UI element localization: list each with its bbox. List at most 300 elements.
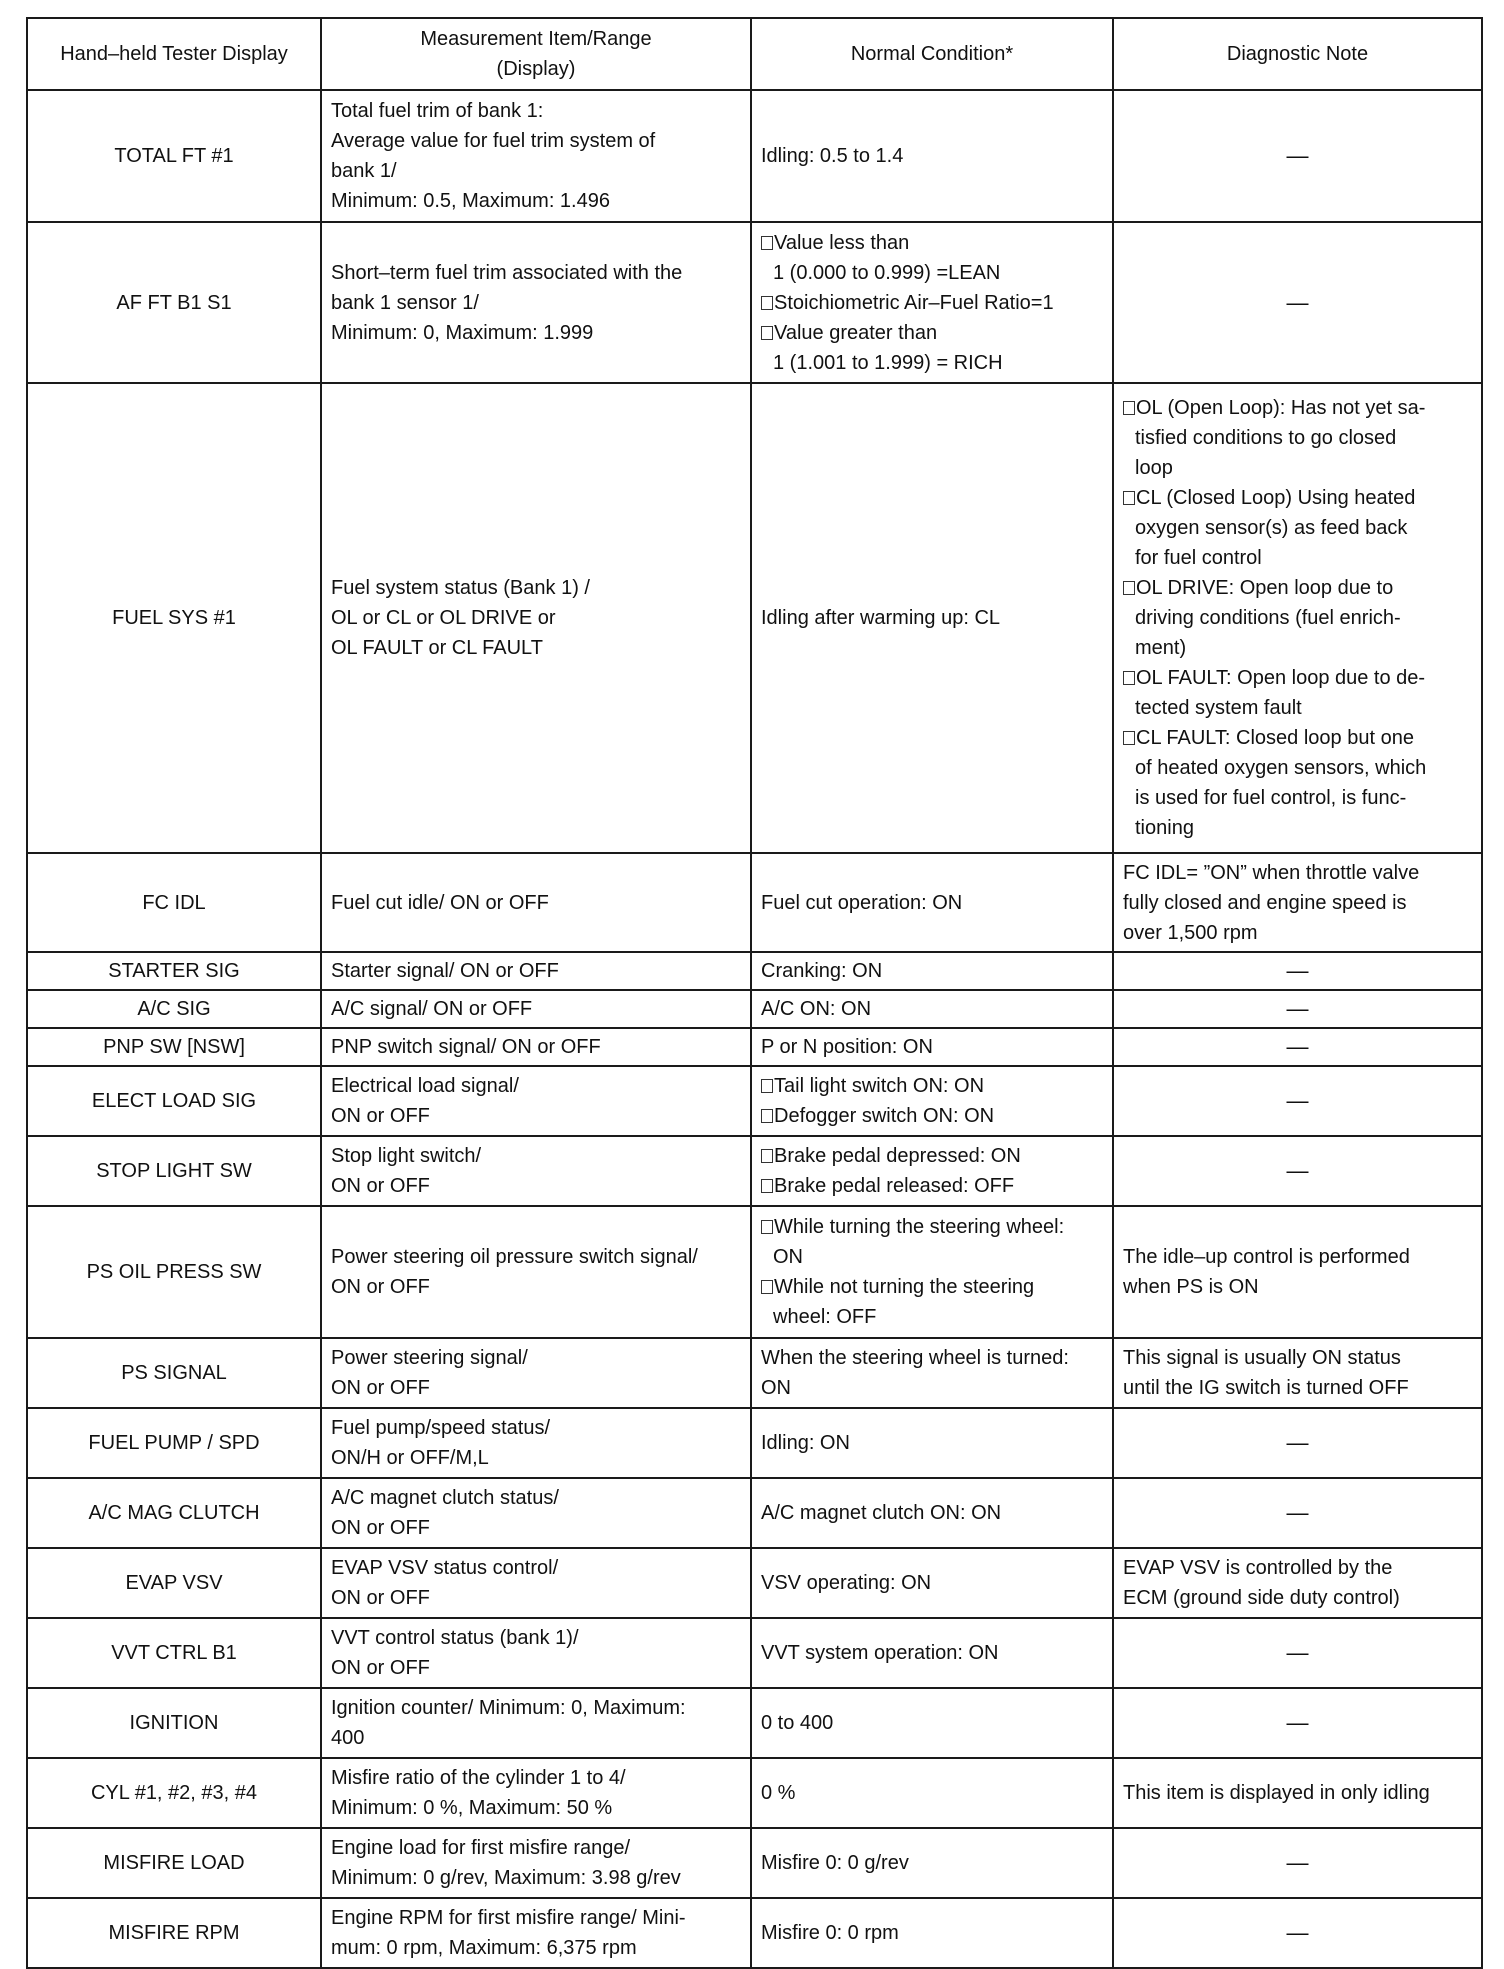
tester-display-cell: FUEL PUMP / SPD [27,1408,321,1478]
tester-display-cell: STOP LIGHT SW [27,1136,321,1206]
bullet-box-icon [761,1149,773,1163]
cell-text: Value greater than [774,321,938,344]
diagnostic-note-cell: — [1113,1136,1482,1206]
cell-text: ON or OFF [331,1377,430,1399]
table-row [27,1688,1482,1758]
normal-condition-cell [751,952,1113,990]
normal-condition-cell [751,1206,1113,1338]
cell-line [1123,633,1472,663]
table-row [27,1408,1482,1478]
cell-text: ON or OFF [331,1517,430,1539]
tester-display-cell: FC IDL [27,853,321,952]
cell-text: A/C signal/ ON or OFF [331,998,533,1020]
cell-text: Brake pedal released: OFF [774,1175,1015,1197]
cell-text: Misfire 0: 0 g/rev [761,1852,909,1874]
cell-text: loop [1135,457,1173,479]
cell-text: A/C magnet clutch ON: ON [761,1502,1002,1524]
diagnostic-note-cell: — [1113,990,1482,1028]
diagnostic-note-cell: — [1113,1898,1482,1968]
bullet-box-icon [761,1179,773,1193]
cell-text: VVT control status (bank 1)/ [331,1627,579,1649]
cell-text: Ignition counter/ Minimum: 0, Maximum: [331,1697,686,1719]
cell-text: P or N position: ON [761,1036,933,1058]
cell-text: This signal is usually ON status [1123,1347,1401,1369]
table-row [27,1548,1482,1618]
cell-text: mum: 0 rpm, Maximum: 6,375 rpm [331,1937,637,1959]
tester-display-cell: MISFIRE LOAD [27,1828,321,1898]
cell-line [331,258,741,288]
cell-line [761,1101,1103,1131]
cell-line [761,994,1103,1024]
cell-line [331,1242,741,1272]
cell-text: when PS is ON [1123,1276,1259,1298]
cell-line [331,1623,741,1653]
cell-line [761,956,1103,986]
header-row [27,18,1482,90]
table-row [27,1898,1482,1968]
measurement-cell [321,1136,751,1206]
cell-text: ON or OFF [331,1276,430,1298]
cell-line [331,1513,741,1543]
cell-line [1123,483,1472,513]
cell-line [1123,783,1472,813]
cell-text: until the IG switch is turned OFF [1123,1377,1409,1399]
cell-line [331,288,741,318]
cell-text: Tail light switch ON: ON [774,1075,985,1097]
cell-line [331,1101,741,1131]
cell-text: Value less than [774,231,910,254]
cell-text: Minimum: 0, Maximum: 1.999 [331,321,594,344]
table-row [27,990,1482,1028]
diagnostic-note-cell [1113,853,1482,952]
cell-text: over 1,500 rpm [1123,921,1258,944]
cell-line [331,1171,741,1201]
cell-text: Engine RPM for first misfire range/ Mini- [331,1907,686,1929]
bullet-box-icon [761,1109,773,1123]
cell-text: Misfire ratio of the cylinder 1 to 4/ [331,1767,626,1789]
cell-line [331,1723,741,1753]
cell-text: CL (Closed Loop) Using heated [1136,487,1416,509]
cell-text: Engine load for first misfire range/ [331,1837,631,1859]
header-measurement-line1: Measurement Item/Range [420,28,652,50]
measurement-cell [321,952,751,990]
cell-line [1123,753,1472,783]
normal-condition-cell [751,1136,1113,1206]
cell-text: oxygen sensor(s) as feed back [1135,517,1408,539]
cell-line [761,1778,1103,1808]
cell-line [331,318,741,348]
cell-line [1123,603,1472,633]
cell-text: When the steering wheel is turned: [761,1347,1069,1369]
cell-text: OL or CL or OL DRIVE or [331,607,556,629]
diagnostic-note-cell: — [1113,1828,1482,1898]
cell-text: This item is displayed in only idling [1123,1782,1430,1804]
cell-text: Fuel pump/speed status/ [331,1417,551,1439]
measurement-cell [321,90,751,222]
diagnostic-note-cell: — [1113,1688,1482,1758]
cell-line [1123,543,1472,573]
normal-condition-cell [751,1408,1113,1478]
cell-text: OL DRIVE: Open loop due to [1136,577,1394,599]
diagnostic-note-cell: — [1113,1408,1482,1478]
diagnostic-note-cell: — [1113,1478,1482,1548]
cell-text: Fuel cut idle/ ON or OFF [331,891,549,914]
tester-display-cell: STARTER SIG [27,952,321,990]
cell-text: Minimum: 0 %, Maximum: 50 % [331,1797,613,1819]
cell-line [761,1171,1103,1201]
cell-line [1123,453,1472,483]
bullet-box-icon [761,1220,773,1234]
cell-line [1123,1778,1472,1808]
cell-line [761,1848,1103,1878]
cell-line [1123,663,1472,693]
table-row [27,1478,1482,1548]
cell-line [1123,573,1472,603]
cell-line [1123,513,1472,543]
cell-line [331,1833,741,1863]
cell-text: ON or OFF [331,1175,430,1197]
cell-line [331,1583,741,1613]
cell-text: OL FAULT: Open loop due to de- [1136,667,1426,689]
diagnostic-note-cell: — [1113,952,1482,990]
cell-line [331,1272,741,1302]
normal-condition-cell [751,853,1113,952]
diagnostic-note-cell: — [1113,1066,1482,1136]
normal-condition-cell [751,1028,1113,1066]
document-page [26,17,1483,1969]
diagnostic-note-cell [1113,1206,1482,1338]
cell-text: FC IDL= ”ON” when throttle valve [1123,861,1420,884]
cell-line [761,1212,1103,1242]
cell-line [761,1428,1103,1458]
cell-line [761,228,1103,258]
cell-text: 1 (1.001 to 1.999) = RICH [773,351,1003,374]
cell-line [761,1638,1103,1668]
tester-display-cell: PS SIGNAL [27,1338,321,1408]
cell-text: Starter signal/ ON or OFF [331,960,559,982]
tester-display-cell: MISFIRE RPM [27,1898,321,1968]
bullet-box-icon [1123,581,1135,595]
normal-condition-cell [751,222,1113,383]
cell-text: Average value for fuel trim system of [331,130,656,152]
normal-condition-cell [751,990,1113,1028]
cell-text: Fuel system status (Bank 1) / [331,577,590,599]
cell-text: PNP switch signal/ ON or OFF [331,1036,601,1058]
measurement-cell [321,990,751,1028]
measurement-cell [321,1206,751,1338]
normal-condition-cell [751,1338,1113,1408]
cell-line [761,1708,1103,1738]
cell-line [331,1653,741,1683]
cell-text: While turning the steering wheel: [774,1216,1065,1238]
cell-text: fully closed and engine speed is [1123,891,1407,914]
cell-text: tisfied conditions to go closed [1135,427,1397,449]
cell-text: VVT system operation: ON [761,1642,999,1664]
cell-text: Power steering oil pressure switch signal/ [331,1246,698,1268]
tester-display-cell: AF FT B1 S1 [27,222,321,383]
cell-text: VSV operating: ON [761,1572,932,1594]
table-row [27,383,1482,853]
tester-display-cell: FUEL SYS #1 [27,383,321,853]
cell-line [331,1141,741,1171]
cell-line [1123,918,1472,948]
cell-line [761,1373,1103,1403]
table-row [27,222,1482,383]
cell-line [1123,1553,1472,1583]
tester-display-cell: VVT CTRL B1 [27,1618,321,1688]
cell-text: Idling: 0.5 to 1.4 [761,145,904,167]
bullet-box-icon [1123,671,1135,685]
cell-line [1123,1583,1472,1613]
cell-line [1123,693,1472,723]
cell-text: of heated oxygen sensors, which [1135,757,1427,779]
cell-text: While not turning the steering [774,1276,1035,1298]
cell-line [331,1343,741,1373]
cell-line [761,888,1103,918]
cell-text: ment) [1135,637,1187,659]
measurement-cell [321,1338,751,1408]
measurement-cell [321,1548,751,1618]
diagnostic-note-cell: — [1113,1028,1482,1066]
cell-line [331,956,741,986]
measurement-cell [321,1618,751,1688]
diagnostic-note-cell [1113,383,1482,853]
cell-line [331,1553,741,1583]
cell-line [1123,1242,1472,1272]
measurement-cell [321,1688,751,1758]
cell-text: EVAP VSV status control/ [331,1557,559,1579]
cell-line [331,994,741,1024]
cell-text: Defogger switch ON: ON [774,1105,995,1127]
cell-text: Minimum: 0.5, Maximum: 1.496 [331,190,610,212]
cell-text: OL (Open Loop): Has not yet sa- [1136,397,1426,419]
cell-line [1123,1373,1472,1403]
cell-text: ECM (ground side duty control) [1123,1587,1400,1609]
cell-line [331,96,741,126]
normal-condition-cell [751,1066,1113,1136]
tester-display-cell: PS OIL PRESS SW [27,1206,321,1338]
cell-line [1123,888,1472,918]
cell-line [761,1498,1103,1528]
normal-condition-cell [751,1478,1113,1548]
header-measurement-line2: (Display) [496,58,576,80]
header-normal-condition: Normal Condition* [751,18,1113,90]
cell-text: bank 1/ [331,160,397,182]
normal-condition-cell [751,1828,1113,1898]
cell-text: tected system fault [1135,697,1302,719]
cell-text: driving conditions (fuel enrich- [1135,607,1401,629]
cell-text: Short–term fuel trim associated with the [331,261,683,284]
normal-condition-cell [751,1548,1113,1618]
cell-line [331,633,741,663]
table-row [27,1758,1482,1828]
cell-text: EVAP VSV is controlled by the [1123,1557,1393,1579]
cell-line [331,126,741,156]
cell-text: Idling: ON [761,1432,850,1454]
cell-text: is used for fuel control, is func- [1135,787,1407,809]
cell-text: A/C magnet clutch status/ [331,1487,559,1509]
cell-text: CL FAULT: Closed loop but one [1136,727,1414,749]
bullet-box-icon [761,236,773,250]
cell-line [761,348,1103,378]
tester-display-cell: CYL #1, #2, #3, #4 [27,1758,321,1828]
cell-line [1123,393,1472,423]
cell-line [1123,1272,1472,1302]
cell-line [331,1903,741,1933]
cell-line [1123,723,1472,753]
cell-text: ON or OFF [331,1657,430,1679]
bullet-box-icon [1123,731,1135,745]
cell-text: Stop light switch/ [331,1145,482,1167]
cell-line [761,141,1103,171]
normal-condition-cell [751,1688,1113,1758]
tester-display-cell: IGNITION [27,1688,321,1758]
cell-line [331,1443,741,1473]
cell-text: Misfire 0: 0 rpm [761,1922,899,1944]
cell-line [331,1863,741,1893]
cell-line [331,573,741,603]
measurement-cell [321,1408,751,1478]
tester-display-cell: A/C MAG CLUTCH [27,1478,321,1548]
header-measurement [321,18,751,90]
measurement-cell [321,1898,751,1968]
cell-text: bank 1 sensor 1/ [331,291,479,314]
cell-line [331,1413,741,1443]
diagnostic-note-cell [1113,1548,1482,1618]
cell-line [331,888,741,918]
cell-text: tioning [1135,817,1194,839]
bullet-box-icon [1123,401,1135,415]
cell-line [761,1343,1103,1373]
cell-text: 0 to 400 [761,1712,834,1734]
cell-text: wheel: OFF [773,1306,877,1328]
cell-line [761,1242,1103,1272]
cell-text: ON or OFF [331,1587,430,1609]
tester-display-cell: PNP SW [NSW] [27,1028,321,1066]
cell-text: ON or OFF [331,1105,430,1127]
cell-text: A/C ON: ON [761,998,872,1020]
measurement-cell [321,1028,751,1066]
cell-line [331,156,741,186]
normal-condition-cell [751,383,1113,853]
cell-line [761,288,1103,318]
normal-condition-cell [751,1898,1113,1968]
cell-line [331,603,741,633]
table-row [27,952,1482,990]
tester-display-cell: TOTAL FT #1 [27,90,321,222]
cell-text: 1 (0.000 to 0.999) =LEAN [773,261,1001,284]
cell-line [331,1032,741,1062]
cell-line [331,186,741,216]
tester-display-cell: A/C SIG [27,990,321,1028]
table-row [27,1206,1482,1338]
cell-line [331,1483,741,1513]
measurement-cell [321,383,751,853]
table-row [27,90,1482,222]
measurement-cell [321,1066,751,1136]
bullet-box-icon [761,326,773,340]
bullet-box-icon [761,1280,773,1294]
diagnostic-note-cell: — [1113,1618,1482,1688]
tester-display-cell: EVAP VSV [27,1548,321,1618]
cell-text: 400 [331,1727,365,1749]
cell-text: 0 % [761,1782,796,1804]
cell-line [761,258,1103,288]
cell-text: Total fuel trim of bank 1: [331,100,544,122]
cell-line [761,1141,1103,1171]
bullet-box-icon [761,296,773,310]
table-row [27,1136,1482,1206]
diagnostic-note-cell: — [1113,222,1482,383]
tester-display-cell: ELECT LOAD SIG [27,1066,321,1136]
cell-line [1123,1343,1472,1373]
measurement-cell [321,222,751,383]
cell-line [1123,858,1472,888]
cell-line [761,1272,1103,1302]
normal-condition-cell [751,1758,1113,1828]
cell-line [331,1793,741,1823]
cell-line [331,1373,741,1403]
cell-text: ON [773,1246,803,1268]
cell-text: The idle–up control is performed [1123,1246,1410,1268]
cell-text: Brake pedal depressed: ON [774,1145,1021,1167]
normal-condition-cell [751,90,1113,222]
diagnostic-note-cell [1113,1338,1482,1408]
cell-line [1123,423,1472,453]
cell-text: Power steering signal/ [331,1347,528,1369]
table-row [27,1618,1482,1688]
cell-line [761,1032,1103,1062]
table-row [27,1338,1482,1408]
cell-line [1123,813,1472,843]
cell-line [331,1693,741,1723]
cell-text: Electrical load signal/ [331,1075,519,1097]
table-row [27,1028,1482,1066]
table-row [27,1828,1482,1898]
cell-text: ON [761,1377,791,1399]
cell-line [331,1763,741,1793]
bullet-box-icon [761,1079,773,1093]
measurement-cell [321,853,751,952]
cell-text: OL FAULT or CL FAULT [331,637,543,659]
cell-line [761,603,1103,633]
cell-text: Idling after warming up: CL [761,607,1001,629]
bullet-box-icon [1123,491,1135,505]
cell-line [761,318,1103,348]
table-row [27,853,1482,952]
cell-line [761,1568,1103,1598]
cell-line [761,1918,1103,1948]
cell-line [761,1302,1103,1332]
table-row [27,1066,1482,1136]
cell-text: Cranking: ON [761,960,883,982]
diagnostic-note-cell: — [1113,90,1482,222]
cell-line [331,1071,741,1101]
cell-text: for fuel control [1135,547,1262,569]
header-diagnostic-note: Diagnostic Note [1113,18,1482,90]
cell-text: Fuel cut operation: ON [761,891,963,914]
cell-text: ON/H or OFF/M,L [331,1447,489,1469]
cell-line [761,1071,1103,1101]
measurement-cell [321,1758,751,1828]
header-display: Hand–held Tester Display [27,18,321,90]
cell-text: Minimum: 0 g/rev, Maximum: 3.98 g/rev [331,1867,681,1889]
measurement-cell [321,1828,751,1898]
normal-condition-cell [751,1618,1113,1688]
cell-line [331,1933,741,1963]
cell-text: Stoichiometric Air–Fuel Ratio=1 [774,291,1054,314]
diagnostic-note-cell [1113,1758,1482,1828]
